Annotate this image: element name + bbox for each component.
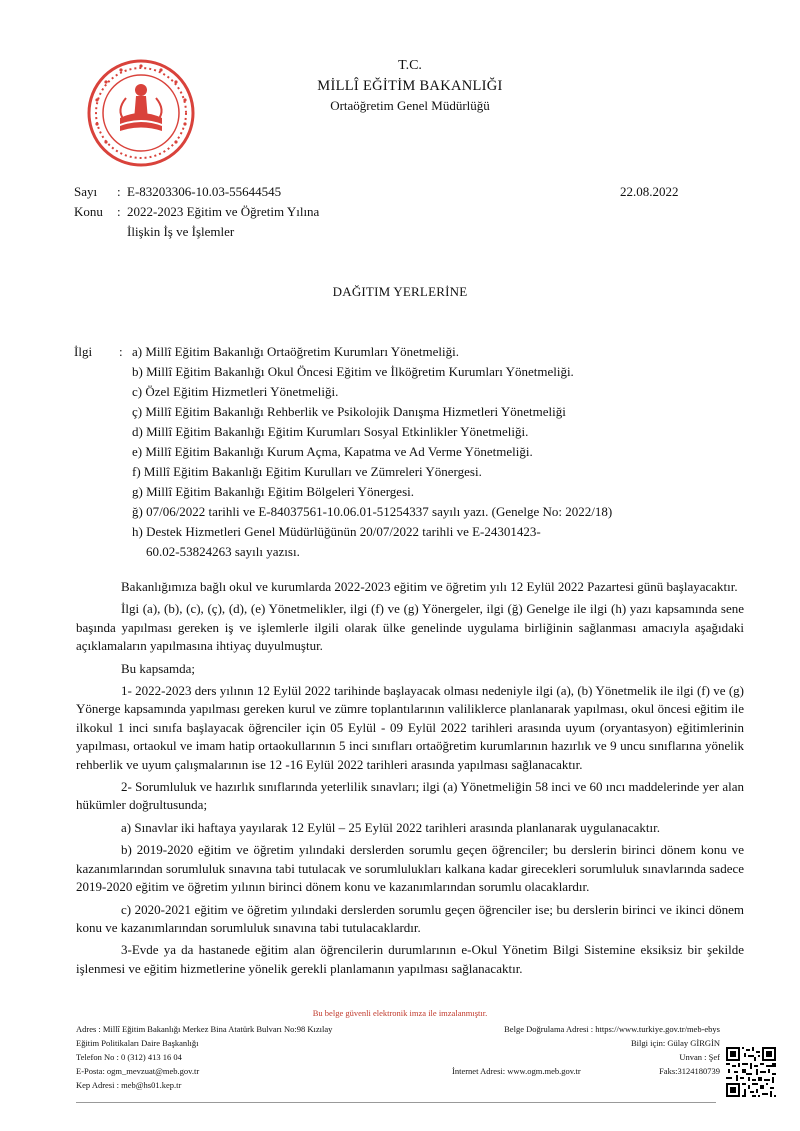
body-paragraph: İlgi (a), (b), (c), (ç), (d), (e) Yönetmelikler, ilgi (f) ve (g) Yönergeler, ilgi (ğ) Genelge ile ilgi (h) yazı kapsamında sene başında yapılması gereken iş ve işlemlerle ilgili olarak ülke genelinde uygulama birliğinin sağlanması amacıyla aşağıdaki açıklamaların yapılmasına ihtiyaç duyulmuştur. — [76, 601, 744, 654]
footer-verify[interactable]: Belge Doğrulama Adresi : https://www.turkiye.gov.tr/meb-ebys — [504, 1024, 720, 1034]
body-paragraph: 2- Sorumluluk ve hazırlık sınıflarında yeterlilik sınavları; ilgi (a) Yönetmeliğin 58 inci ve 60 ıncı maddelerinde yer alan hükümler doğrultusunda; — [76, 779, 744, 813]
document-date: 22.08.2022 — [620, 184, 679, 199]
addressee: DAĞITIM YERLERİNE — [332, 284, 468, 299]
esign-note: Bu belge güvenli elektronik imza ile imzalanmıştır. — [312, 1008, 488, 1018]
sayi-label: Sayı — [74, 184, 98, 199]
body-paragraph: 1- 2022-2023 ders yılının 12 Eylül 2022 tarihinde başlayacak olması nedeniyle ilgi (a), (b) Yönetmelik ile ilgi (f) ve (g) Yönerge kapsamında yapılması gereken kurul ve zümre toplantılarının valiliklerce planlanarak yapılması, okul öncesi eğitim ile ilkokul 1 inci sınıfa başlayacak öğrenciler için 05 Eylül - 09 Eylül 2022 tarihleri arasında uyum (oryantasyon) eğitimlerinin yapılması, ortaokul ve imam hatip ortaokullarının 5 inci sınıfları ortaöğretim kurumlarının hazırlık ve 9 uncu sınıflarına yönelik rehberlik ve uyum çalışmalarının ise 12 -16 Eylül 2022 tarihleri arasında yapılması sağlanacaktır. — [76, 683, 744, 772]
body-paragraph: c) 2020-2021 eğitim ve öğretim yılındaki derslerden sorumlu geçen öğrenciler ise; bu derslerin birinci ve ikinci dönem konu ve kazanımlarından sorumluluk sınavına tabi tutulacaklardır. — [76, 901, 744, 935]
sayi-colon: : — [117, 184, 121, 199]
footer-phone: Telefon No : 0 (312) 413 16 04 — [76, 1052, 182, 1062]
document-body — [76, 578, 744, 982]
ilgi-colon: : — [119, 344, 123, 359]
footer-email: E-Posta: ogm_mevzuat@meb.gov.tr — [76, 1066, 200, 1076]
footer-fax: Faks:3124180739 — [659, 1066, 720, 1076]
body-paragraph: 3-Evde ya da hastanede eğitim alan öğrencilerin durumlarının e-Okul Yönetim Bilgi Sistemine eksiksiz bir şekilde işlenmesi ve eğitim hizmetlerine yönelik gerekli planlamanın yapılması sağlanacaktır. — [76, 942, 744, 976]
reference-item: h) Destek Hizmetleri Genel Müdürlüğünün 20/07/2022 tarihli ve E-24301423- — [132, 524, 541, 539]
reference-item: ğ) 07/06/2022 tarihli ve E-84037561-10.06.01-51254337 sayılı yazı. (Genelge No: 2022/18) — [132, 504, 613, 519]
sayi-value: E-83203306-10.03-55644545 — [127, 184, 282, 199]
reference-item: e) Millî Eğitim Bakanlığı Kurum Açma, Kapatma ve Ad Verme Yönetmeliği. — [132, 444, 533, 459]
reference-item: a) Millî Eğitim Bakanlığı Ortaöğretim Kurumları Yönetmeliği. — [132, 344, 459, 359]
header-tc: T.C. — [398, 58, 422, 73]
qr-code-icon — [726, 1047, 776, 1097]
body-paragraph: Bakanlığımıza bağlı okul ve kurumlarda 2022-2023 eğitim ve öğretim yılı 12 Eylül 2022 Pazartesi günü başlayacaktır. — [121, 579, 738, 594]
footer-divider — [76, 1102, 716, 1103]
reference-item: b) Millî Eğitim Bakanlığı Okul Öncesi Eğitim ve İlköğretim Kurumları Yönetmeliği. — [132, 364, 574, 379]
body-paragraph: Bu kapsamda; — [121, 660, 196, 676]
footer-address: Adres : Millî Eğitim Bakanlığı Merkez Bina Atatürk Bulvarı No:98 Kızılay — [76, 1024, 333, 1034]
footer-department: Eğitim Politikaları Daire Başkanlığı — [76, 1038, 199, 1048]
body-paragraph: a) Sınavlar iki haftaya yayılarak 12 Eylül – 25 Eylül 2022 tarihleri arasında planlanarak uygulanacaktır. — [121, 819, 660, 835]
footer-kep: Kep Adresi : meb@hs01.kep.tr — [76, 1080, 182, 1090]
reference-item: c) Özel Eğitim Hizmetleri Yönetmeliği. — [132, 384, 339, 399]
footer-contact: Bilgi için: Gülay GİRGİN — [630, 1038, 720, 1048]
header-ministry: MİLLÎ EĞİTİM BAKANLIĞI — [317, 78, 503, 94]
konu-colon: : — [117, 204, 121, 219]
footer-title: Unvan : Şef — [679, 1052, 720, 1062]
reference-item: g) Millî Eğitim Bakanlığı Eğitim Bölgeleri Yönergesi. — [132, 484, 414, 499]
konu-label: Konu — [74, 204, 103, 219]
konu-line-2: İlişkin İş ve İşlemler — [127, 224, 235, 239]
reference-item: ç) Millî Eğitim Bakanlığı Rehberlik ve Psikolojik Danışma Hizmetleri Yönetmeliği — [132, 404, 566, 419]
ilgi-label: İlgi — [74, 344, 93, 359]
reference-item: d) Millî Eğitim Bakanlığı Eğitim Kurumları Sosyal Etkinlikler Yönetmeliği. — [132, 424, 529, 439]
ministry-seal-icon — [86, 58, 196, 168]
footer-internet[interactable]: İnternet Adresi: www.ogm.meb.gov.tr — [452, 1066, 581, 1076]
header-directorate: Ortaöğretim Genel Müdürlüğü — [330, 98, 490, 113]
body-paragraph: b) 2019-2020 eğitim ve öğretim yılındaki derslerden sorumlu geçen öğrenciler; bu derslerin birinci dönem konu ve kazanımlarından sorumluluk sınavına tabi tutulacak ve sorumlulukları kalkana kadar girecekleri sorumluluk sınavlarında sadece 2019-2020 eğitim ve öğretim yılının birinci dönem konu ve kazanımlarından sorumlu olacaklardır. — [76, 842, 744, 895]
reference-item: f) Millî Eğitim Bakanlığı Eğitim Kurulları ve Zümreleri Yönergesi. — [132, 464, 482, 479]
konu-line-1: 2022-2023 Eğitim ve Öğretim Yılına — [127, 204, 320, 219]
reference-item: 60.02-53824263 sayılı yazısı. — [146, 544, 300, 559]
